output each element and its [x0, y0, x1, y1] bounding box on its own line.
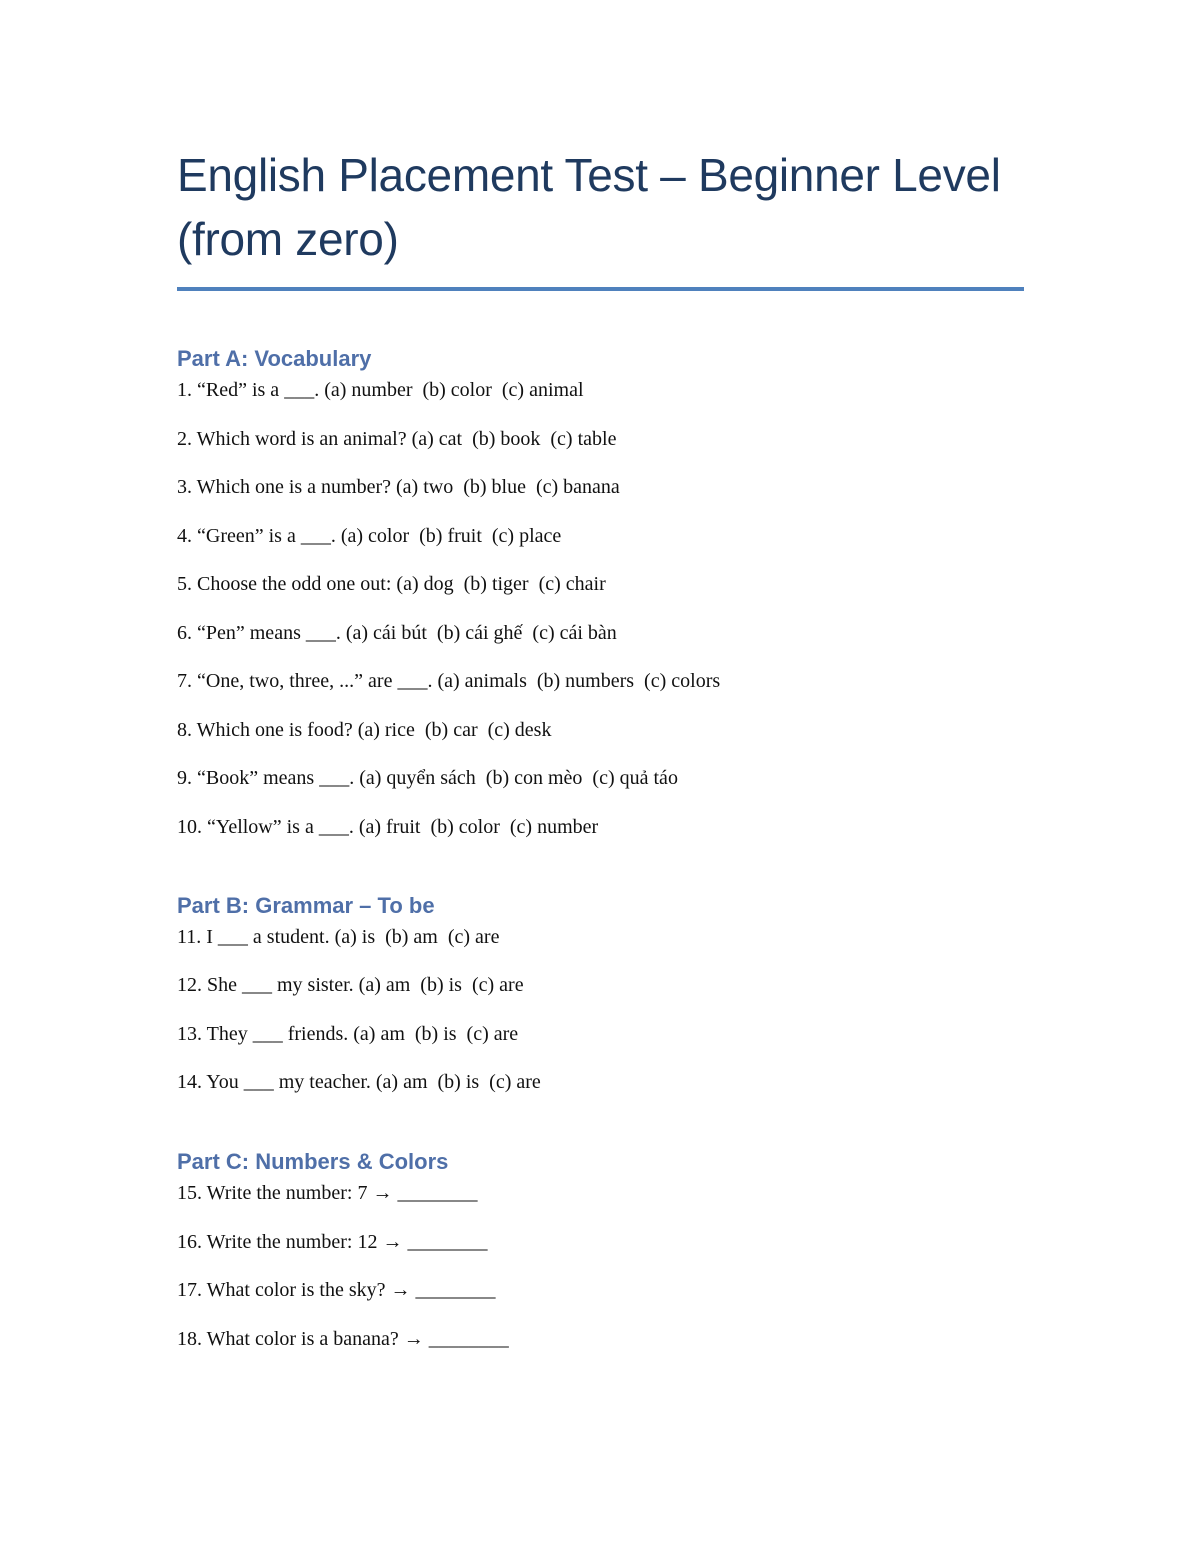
title-line-1: English Placement Test – Beginner Level: [177, 149, 1001, 201]
question-item: 10. “Yellow” is a ___. (a) fruit (b) color (c) number: [177, 815, 599, 838]
question-item: 16. Write the number: 12 → ________: [177, 1230, 488, 1253]
question-item: 13. They ___ friends. (a) am (b) is (c) are: [177, 1022, 519, 1045]
question-list: [177, 925, 1025, 1095]
document-title: [177, 143, 1025, 271]
section-heading: Part B: Grammar – To be: [177, 892, 435, 918]
question-item: 3. Which one is a number? (a) two (b) blue (c) banana: [177, 476, 620, 498]
question-list: [177, 1181, 1025, 1351]
question-list: [177, 378, 1025, 839]
section-part-c: [177, 1147, 1025, 1351]
question-item: 15. Write the number: 7 → ________: [177, 1182, 478, 1204]
question-item: 5. Choose the odd one out: (a) dog (b) tiger (c) chair: [177, 573, 606, 595]
question-item: 7. “One, two, three, ...” are ___. (a) animals (b) numbers (c) colors: [177, 670, 721, 692]
section-heading: Part A: Vocabulary: [177, 346, 372, 371]
question-item: 12. She ___ my sister. (a) am (b) is (c) are: [177, 974, 524, 996]
section-part-a: [177, 344, 1025, 839]
question-item: 6. “Pen” means ___. (a) cái bút (b) cái ghế (c) cái bàn: [177, 621, 617, 644]
question-item: 17. What color is the sky? → ________: [177, 1279, 496, 1301]
question-item: 8. Which one is food? (a) rice (b) car (c) desk: [177, 718, 552, 741]
title-underline-rule: [177, 287, 1024, 291]
question-item: 2. Which word is an animal? (a) cat (b) book (c) table: [177, 427, 617, 450]
question-item: 18. What color is a banana? → ________: [177, 1327, 509, 1350]
document-content: [177, 143, 1025, 1351]
question-item: 4. “Green” is a ___. (a) color (b) fruit (c) place: [177, 524, 562, 547]
question-item: 11. I ___ a student. (a) is (b) am (c) are: [177, 925, 500, 948]
question-item: 14. You ___ my teacher. (a) am (b) is (c) are: [177, 1071, 541, 1093]
section-heading: Part C: Numbers & Colors: [177, 1149, 449, 1174]
question-item: 1. “Red” is a ___. (a) number (b) color (c) animal: [177, 379, 584, 401]
section-part-b: [177, 891, 1025, 1095]
question-item: 9. “Book” means ___. (a) quyển sách (b) con mèo (c) quả táo: [177, 767, 678, 789]
title-line-2: (from zero): [177, 213, 399, 265]
